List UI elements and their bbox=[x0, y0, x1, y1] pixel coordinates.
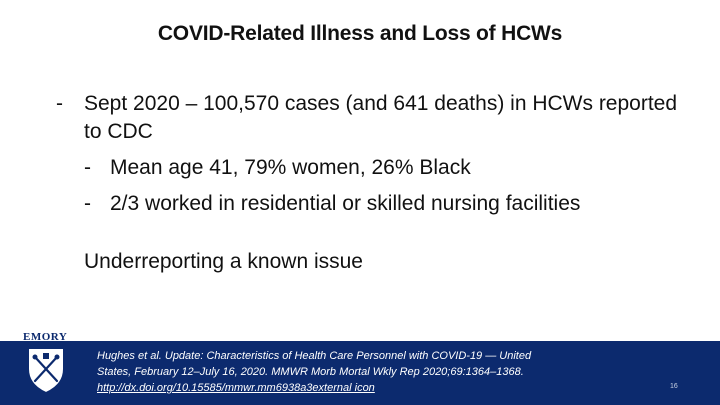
sub-bullet-text: 2/3 worked in residential or skilled nursing facilities bbox=[110, 192, 581, 215]
note-text: Underreporting a known issue bbox=[84, 250, 363, 273]
bullet-dash: - bbox=[56, 92, 63, 115]
bullet-item bbox=[56, 90, 686, 146]
bullet-dash: - bbox=[84, 192, 91, 215]
sub-bullet-item bbox=[84, 190, 686, 218]
sub-bullet-text: Mean age 41, 79% women, 26% Black bbox=[110, 156, 471, 179]
slide-title: COVID-Related Illness and Loss of HCWs bbox=[157, 22, 563, 45]
bullet-dash: - bbox=[84, 156, 91, 179]
bullet-text: Sept 2020 – 100,570 cases (and 641 deaths) in HCWs reported to CDC bbox=[84, 92, 678, 143]
citation-line: States, February 12–July 16, 2020. MMWR Morb Mortal Wkly Rep 2020;69:1364–1368. bbox=[97, 366, 524, 378]
page-number: 16 bbox=[670, 383, 678, 390]
bullet-list bbox=[56, 90, 686, 218]
sub-bullet-item bbox=[84, 154, 686, 182]
citation-line: Hughes et al. Update: Characteristics of Health Care Personnel with COVID-19 — United bbox=[97, 350, 532, 362]
emory-logo-text: EMORY bbox=[23, 331, 68, 343]
citation bbox=[97, 348, 617, 396]
emory-shield-icon bbox=[25, 345, 67, 395]
citation-link[interactable]: http://dx.doi.org/10.15585/mmwr.mm6938a3external icon bbox=[97, 382, 375, 394]
